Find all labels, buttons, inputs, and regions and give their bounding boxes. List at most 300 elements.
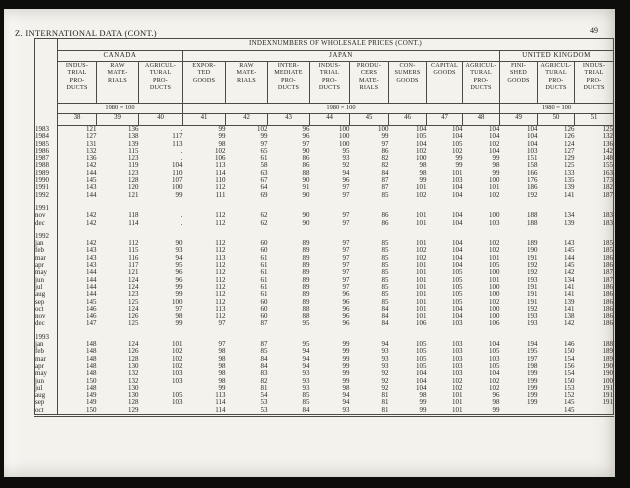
value-cell-col51: 125: [602, 125, 613, 133]
value-cell-col41: 112: [215, 239, 226, 248]
value-cell-col47: 104: [452, 312, 463, 321]
value-cell-col40: .: [180, 146, 183, 155]
value-cell-col48: 102: [489, 139, 500, 148]
table-body: [35, 126, 614, 416]
column-number-42: 42: [226, 114, 268, 126]
value-cell-col42: 69: [260, 190, 268, 199]
value-cell-col46: 101: [416, 312, 427, 321]
value-cell-col50: 141: [564, 290, 575, 299]
value-cell-col47: 104: [452, 253, 463, 262]
column-number-43: 43: [268, 114, 310, 126]
value-cell-col46: 98: [419, 161, 427, 170]
value-cell-col45: 92: [381, 376, 389, 385]
value-cell-col50: 139: [564, 218, 575, 227]
value-cell-col39: 129: [128, 405, 139, 414]
value-cell-col39: 124: [128, 282, 139, 291]
value-cell-col50: 124: [564, 139, 575, 148]
value-cell-col49: 192: [527, 190, 538, 199]
value-cell-col51: 187: [602, 275, 613, 284]
value-cell-col44: 99: [342, 361, 350, 370]
value-cell-col46: 101: [416, 218, 427, 227]
column-header-47: CAPITAL GOODS: [427, 62, 463, 104]
row-label: 1991: [35, 184, 58, 191]
value-cell-col39: 132: [128, 376, 139, 385]
row-label: 1986: [35, 148, 58, 155]
value-cell-col42: 61: [260, 154, 268, 163]
value-cell-col45: 85: [381, 297, 389, 306]
value-cell-col44: 99: [342, 340, 350, 349]
value-cell-col51: 187: [602, 190, 613, 199]
value-cell-col46: 101: [416, 282, 427, 291]
value-cell-col40: 102: [172, 354, 183, 363]
value-cell-col49: 191: [527, 297, 538, 306]
value-cell-col49: 188: [527, 211, 538, 220]
column-header-48: AGRICUL- TURAL PRO- DUCTS: [463, 62, 500, 104]
value-cell-col45: 85: [381, 246, 389, 255]
value-cell-col38: 149: [86, 391, 97, 400]
row-label: aug: [35, 291, 58, 298]
row-label: jun: [35, 378, 58, 385]
value-cell-col38: 144: [86, 168, 97, 177]
value-cell-col44: 97: [342, 183, 350, 192]
value-cell-col47: 104: [452, 304, 463, 313]
value-cell-col51: 185: [602, 239, 613, 248]
value-cell-col42: 84: [260, 361, 268, 370]
row-label: dec: [35, 220, 58, 227]
value-cell-col43: 89: [302, 297, 310, 306]
value-cell-col44: 98: [342, 383, 350, 392]
value-cell-col42: 58: [260, 161, 268, 170]
value-cell-col45: 84: [381, 319, 389, 328]
value-cell-col43: 89: [302, 246, 310, 255]
value-cell-col45: 85: [381, 290, 389, 299]
value-cell-col43: 85: [302, 391, 310, 400]
value-cell-col44: 93: [342, 154, 350, 163]
value-cell-col40: .: [180, 218, 183, 227]
year-column-corner: [35, 39, 58, 51]
value-cell-col50: 126: [564, 125, 575, 133]
value-cell-col49: 192: [527, 261, 538, 270]
row-label: may: [35, 370, 58, 377]
value-cell-col50: 139: [564, 297, 575, 306]
value-cell-col47: 104: [452, 218, 463, 227]
value-cell-col46: 105: [416, 340, 427, 349]
value-cell-col49: 199: [527, 398, 538, 407]
group-header-united-kingdom: UNITED KINGDOM: [500, 51, 614, 62]
value-cell-col38: 148: [86, 361, 97, 370]
value-cell-col42: 82: [260, 376, 268, 385]
value-cell-col51: 163: [602, 168, 613, 177]
value-cell-col49: 193: [527, 312, 538, 321]
column-header-49: FINI- SHED GOODS: [500, 62, 538, 104]
value-cell-col44: 95: [342, 146, 350, 155]
value-cell-col44: 100: [339, 139, 350, 148]
value-cell-col44: 96: [342, 290, 350, 299]
value-cell-col50: 142: [564, 319, 575, 328]
value-cell-col45: 87: [381, 183, 389, 192]
group-header-japan: JAPAN: [183, 51, 500, 62]
value-cell-col38: 142: [86, 161, 97, 170]
value-cell-col46: 104: [416, 383, 427, 392]
value-cell-col44: 93: [342, 405, 350, 414]
column-number-44: 44: [310, 114, 350, 126]
value-cell-col43: 89: [302, 253, 310, 262]
value-cell-col50: 135: [564, 176, 575, 185]
value-cell-col50: 154: [564, 354, 575, 363]
value-cell-col46: 102: [416, 253, 427, 262]
year-column-corner: [35, 62, 58, 104]
value-cell-col41: 112: [215, 261, 226, 270]
value-cell-col41: 112: [215, 211, 226, 220]
value-cell-col46: 101: [416, 239, 427, 248]
value-cell-col39: 128: [128, 176, 139, 185]
value-cell-col44: 97: [342, 275, 350, 284]
value-cell-col41: 113: [215, 304, 226, 313]
value-cell-col49: 199: [527, 369, 538, 378]
value-cell-col39: 126: [128, 347, 139, 356]
value-cell-col47: 105: [452, 297, 463, 306]
column-number-48: 48: [463, 114, 500, 126]
value-cell-col41: 114: [215, 168, 226, 177]
value-cell-col38: 146: [86, 304, 97, 313]
value-cell-col45: 86: [381, 146, 389, 155]
value-cell-col40: 90: [175, 239, 183, 248]
value-cell-col42: 62: [260, 218, 268, 227]
value-cell-col40: 117: [172, 132, 183, 141]
value-cell-col51: 173: [602, 176, 613, 185]
value-cell-col49: 199: [527, 376, 538, 385]
value-cell-col45: 84: [381, 168, 389, 177]
value-cell-col47: 101: [452, 405, 463, 414]
row-label: nov: [35, 313, 58, 320]
value-cell-col49: 191: [527, 290, 538, 299]
table-row: [35, 220, 614, 227]
value-cell-col48: 102: [489, 239, 500, 248]
value-cell-col45: 87: [381, 176, 389, 185]
value-cell-col49: 166: [527, 168, 538, 177]
value-cell-col41: 113: [215, 253, 226, 262]
value-cell-col41: 98: [218, 139, 226, 148]
value-cell-col46: 104: [416, 376, 427, 385]
value-cell-col40: 101: [172, 340, 183, 349]
value-cell-col51: 100: [602, 376, 613, 385]
value-cell-col43: 89: [302, 275, 310, 284]
value-cell-col44: 97: [342, 261, 350, 270]
value-cell-col47: 105: [452, 268, 463, 277]
value-cell-col48: 104: [489, 340, 500, 349]
value-cell-col42: 102: [257, 125, 268, 133]
value-cell-col38: 142: [86, 239, 97, 248]
value-cell-col45: 85: [381, 268, 389, 277]
row-label: jan: [35, 240, 58, 247]
value-cell-col40: [139, 407, 183, 416]
value-cell-col42: 60: [260, 246, 268, 255]
value-cell-col50: 125: [564, 161, 575, 170]
value-cell-col48: 104: [489, 125, 500, 133]
value-cell-col44: 94: [342, 398, 350, 407]
value-cell-col38: 144: [86, 275, 97, 284]
value-cell-col40: 103: [172, 398, 183, 407]
value-cell-col47: 104: [452, 132, 463, 141]
value-cell-col41: 112: [215, 246, 226, 255]
value-cell-col46: 106: [416, 319, 427, 328]
value-cell-col48: 106: [489, 319, 500, 328]
value-cell-col50: 146: [564, 340, 575, 349]
value-cell-col38: 136: [86, 154, 97, 163]
value-cell-col50: 129: [564, 154, 575, 163]
value-cell-col43: 89: [302, 268, 310, 277]
value-cell-col39: 124: [128, 275, 139, 284]
value-cell-col40: 105: [172, 391, 183, 400]
value-cell-col40: 96: [175, 275, 183, 284]
value-cell-col48: 102: [489, 383, 500, 392]
value-cell-col42: 64: [260, 183, 268, 192]
value-cell-col50: 150: [564, 376, 575, 385]
value-cell-col41: 99: [218, 125, 226, 133]
row-label: 1992: [35, 192, 58, 199]
row-label: feb: [35, 247, 58, 254]
value-cell-col43: 93: [302, 383, 310, 392]
value-cell-col38: 142: [86, 211, 97, 220]
value-cell-col51: 188: [602, 340, 613, 349]
value-cell-col40: 104: [172, 161, 183, 170]
value-cell-col51: 182: [602, 183, 613, 192]
value-cell-col43: 96: [302, 132, 310, 141]
row-label: sep: [35, 399, 58, 406]
value-cell-col45: 100: [378, 125, 389, 133]
column-header-46: CON- SUMERS GOODS: [389, 62, 427, 104]
column-header-38: INDUS- TRIAL PRO- DUCTS: [58, 62, 97, 104]
value-cell-col47: 101: [452, 398, 463, 407]
value-cell-col43: 89: [302, 239, 310, 248]
value-cell-col41: 114: [215, 398, 226, 407]
value-cell-col38: 144: [86, 268, 97, 277]
value-cell-col39: 132: [128, 369, 139, 378]
row-label: feb: [35, 348, 58, 355]
value-cell-col45: 94: [381, 340, 389, 349]
value-cell-col51: 186: [602, 290, 613, 299]
value-cell-col48: 100: [489, 268, 500, 277]
column-number-41: 41: [183, 114, 226, 126]
value-cell-col50: 141: [564, 304, 575, 313]
value-cell-col49: 186: [527, 183, 538, 192]
year-column-corner: [35, 51, 58, 62]
value-cell-col42: 85: [260, 347, 268, 356]
value-cell-col46: 105: [416, 354, 427, 363]
value-cell-col39: 119: [128, 161, 139, 170]
value-cell-col48: 101: [489, 275, 500, 284]
value-cell-col47: 104: [452, 239, 463, 248]
value-cell-col38: 145: [86, 297, 97, 306]
value-cell-col42: 87: [260, 319, 268, 328]
row-label: jul: [35, 385, 58, 392]
value-cell-col44: 97: [342, 218, 350, 227]
value-cell-col41: 112: [215, 183, 226, 192]
value-cell-col46: 101: [416, 261, 427, 270]
value-cell-col41: 112: [215, 297, 226, 306]
value-cell-col49: 190: [527, 246, 538, 255]
value-cell-col44: 99: [342, 376, 350, 385]
value-cell-col46: 101: [416, 268, 427, 277]
value-cell-col48: 104: [489, 132, 500, 141]
year-column-corner: [35, 104, 58, 114]
value-cell-col48: 103: [489, 218, 500, 227]
value-cell-col43: 89: [302, 290, 310, 299]
value-cell-col47: 104: [452, 261, 463, 270]
value-cell-col51: [575, 407, 614, 416]
value-cell-col47: 101: [452, 391, 463, 400]
value-cell-col38: 132: [86, 146, 97, 155]
value-cell-col40: 102: [172, 347, 183, 356]
value-cell-col41: 112: [215, 275, 226, 284]
value-cell-col44: 99: [342, 369, 350, 378]
value-cell-col48: 99: [492, 168, 500, 177]
column-number-49: 49: [500, 114, 538, 126]
value-cell-col48: 105: [489, 361, 500, 370]
column-number-51: 51: [575, 114, 614, 126]
value-cell-col44: 96: [342, 176, 350, 185]
value-cell-col50: 141: [564, 282, 575, 291]
row-label: mar: [35, 356, 58, 363]
value-cell-col39: 121: [128, 190, 139, 199]
value-cell-col40: 102: [172, 361, 183, 370]
value-cell-col39: 130: [128, 391, 139, 400]
value-cell-col46: 101: [416, 290, 427, 299]
value-cell-col41: 98: [218, 361, 226, 370]
table-row: [35, 407, 614, 416]
value-cell-col49: 193: [527, 319, 538, 328]
table-title: INDEXNUMBERS OF WHOLESALE PRICES (CONT.): [58, 39, 614, 51]
value-cell-col46: 99: [419, 405, 427, 414]
value-cell-col51: 190: [602, 361, 613, 370]
value-cell-col51: 191: [602, 391, 613, 400]
value-cell-col43: 88: [302, 168, 310, 177]
value-cell-col49: 198: [527, 361, 538, 370]
value-cell-col44: 97: [342, 268, 350, 277]
value-cell-col47: 105: [452, 275, 463, 284]
section-year-label: 1992: [35, 233, 58, 240]
value-cell-col46: 102: [416, 146, 427, 155]
value-cell-col44: 97: [342, 211, 350, 220]
value-cell-col51: 186: [602, 282, 613, 291]
column-number-50: 50: [538, 114, 575, 126]
value-cell-col47: 105: [452, 139, 463, 148]
value-cell-col45: 86: [381, 218, 389, 227]
value-cell-col51: 136: [602, 139, 613, 148]
value-cell-col46: 101: [416, 211, 427, 220]
value-cell-col46: 102: [416, 190, 427, 199]
value-cell-col44: 96: [342, 319, 350, 328]
value-cell-col51: 187: [602, 268, 613, 277]
value-cell-col48: 102: [489, 376, 500, 385]
row-label: jan: [35, 341, 58, 348]
column-header-40: AGRICUL- TURAL PRO- DUCTS: [139, 62, 183, 104]
value-cell-col51: 189: [602, 347, 613, 356]
value-cell-col39: 136: [128, 125, 139, 133]
value-cell-col47: 103: [452, 176, 463, 185]
value-cell-col50: 145: [564, 261, 575, 270]
value-cell-col50: 152: [564, 391, 575, 400]
value-cell-col43: 94: [302, 354, 310, 363]
value-cell-col38: 144: [86, 190, 97, 199]
value-cell-col38: 150: [86, 405, 97, 414]
base-note-1: 1980 = 100: [183, 104, 500, 114]
value-cell-col45: 93: [381, 361, 389, 370]
column-header-39: RAW MATE- RIALS: [97, 62, 139, 104]
value-cell-col48: 96: [492, 391, 500, 400]
value-cell-col41: 110: [215, 176, 226, 185]
value-cell-col49: 199: [527, 391, 538, 400]
row-label: 1984: [35, 133, 58, 140]
value-cell-col51: 186: [602, 304, 613, 313]
column-header-51: INDUS- TRIAL PRO- DUCTS: [575, 62, 614, 104]
value-cell-col40: 94: [175, 253, 183, 262]
value-cell-col39: 123: [128, 168, 139, 177]
value-cell-col41: 112: [215, 268, 226, 277]
column-header-45: PRODU- CERS MATE- RIALS: [350, 62, 389, 104]
value-cell-col43: 90: [302, 190, 310, 199]
value-cell-col50: 145: [564, 246, 575, 255]
value-cell-col48: 100: [489, 176, 500, 185]
value-cell-col49: 188: [527, 218, 538, 227]
value-cell-col48: 101: [489, 183, 500, 192]
value-cell-col47: 105: [452, 282, 463, 291]
value-cell-col41: 113: [215, 161, 226, 170]
value-cell-col47: 102: [452, 376, 463, 385]
value-cell-col45: 85: [381, 275, 389, 284]
value-cell-col41: 98: [218, 369, 226, 378]
value-cell-col50: 145: [564, 398, 575, 407]
value-cell-col40: .: [180, 125, 183, 133]
value-cell-col44: 97: [342, 282, 350, 291]
value-cell-col47: 101: [452, 168, 463, 177]
value-cell-col38: 144: [86, 290, 97, 299]
value-cell-col50: 134: [564, 275, 575, 284]
value-cell-col44: 97: [342, 239, 350, 248]
value-cell-col40: 99: [175, 190, 183, 199]
value-cell-col46: 101: [416, 275, 427, 284]
value-cell-col42: 53: [260, 398, 268, 407]
value-cell-col49: 194: [527, 340, 538, 349]
value-cell-col48: 103: [489, 354, 500, 363]
value-cell-col47: 104: [452, 246, 463, 255]
value-cell-col40: 99: [175, 282, 183, 291]
value-cell-col40: 103: [172, 369, 183, 378]
value-cell-col48: 98: [492, 398, 500, 407]
section-year-label: 1991: [35, 205, 58, 212]
value-cell-col48: 104: [489, 369, 500, 378]
value-cell-col51: 186: [602, 312, 613, 321]
value-cell-col40: .: [180, 211, 183, 220]
value-cell-col45: 82: [381, 154, 389, 163]
value-cell-col50: 145: [564, 405, 575, 414]
value-cell-col43: 94: [302, 361, 310, 370]
value-cell-col47: 103: [452, 340, 463, 349]
value-cell-col48: 99: [492, 405, 500, 414]
value-cell-col41: 98: [218, 347, 226, 356]
value-cell-col46: 101: [416, 297, 427, 306]
value-cell-col38: 127: [86, 132, 97, 141]
value-cell-col47: 104: [452, 183, 463, 192]
value-cell-col38: 143: [86, 261, 97, 270]
value-cell-col41: 97: [218, 340, 226, 349]
value-cell-col46: 101: [416, 183, 427, 192]
value-cell-col39: 128: [128, 354, 139, 363]
value-cell-col40: 100: [172, 183, 183, 192]
value-cell-col38: 131: [86, 139, 97, 148]
value-cell-col42: 81: [260, 383, 268, 392]
value-cell-col43: 97: [302, 139, 310, 148]
